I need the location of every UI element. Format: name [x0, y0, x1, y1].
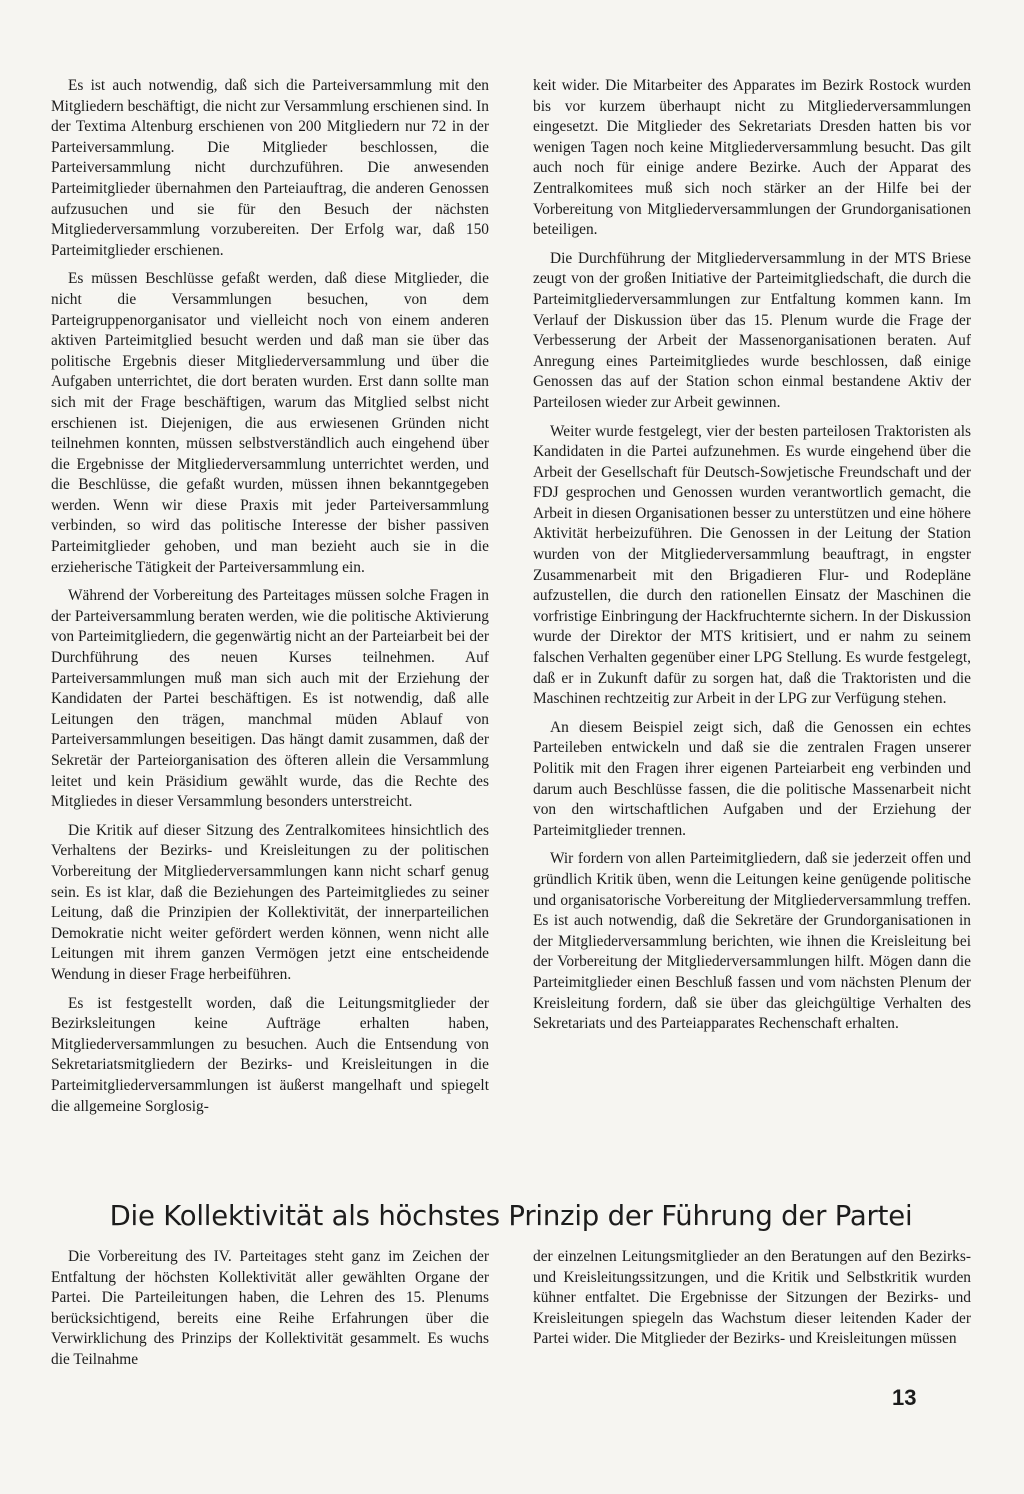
- paragraph-continuation-rostock: keit wider. Die Mitarbeiter des Apparates im Bezirk Rostock wurden bis vor kurzem überhaupt nicht zu Mitgliederversammlungen eingesetzt. Die Mitglieder des Sekretariats Dresden hatten bis vor wenigen Tagen noch keine Mitgliederversammlung besucht. Das gilt auch noch für einige andere Bezirke. Auch der Apparat des Zentralkomitees muß sich noch stärker an der Hilfe bei der Vorbereitung von Mitgliederversammlungen der Grundorganisationen beteiligen.: [533, 77, 971, 239]
- paragraph-kritik-zentralkomitee: Die Kritik auf dieser Sitzung des Zentralkomitees hinsichtlich des Verhaltens der Bezirks- und Kreisleitungen zu der politischen Vorbereitung der Mitgliederversammlungen kann nicht scharf genug sein. Es ist klar, daß die Beziehungen des Parteimitgliedes zu seiner Leitung, daß die Prinzipien der Kollektivität, der innerparteilichen Demokratie nicht weiter gefördert werden können, wenn nicht alle Leitungen mit ihrem ganzen Vermögen jetzt eine entscheidende Wendung in dieser Frage herbeiführen.: [51, 821, 489, 983]
- page-number: 13: [892, 1385, 917, 1410]
- paragraph-leitungsmitglieder-beratungen: der einzelnen Leitungsmitglieder an den Beratungen auf den Bezirks- und Kreisleitungssitzungen, und die Kritik und Selbstkritik wurden kühner entfaltet. Die Ergebnisse der Sitzungen der Bezirks- und Kreisleitungen spiegeln das Wachstum dieser leitenden Kader der Partei wider. Die Mitglieder der Bezirks- und Kreisleitungen müssen: [533, 1248, 971, 1348]
- lower-left-column: [51, 1247, 489, 1379]
- paragraph-vorbereitung-parteitag: Während der Vorbereitung des Parteitages müssen solche Fragen in der Parteiversammlung beraten werden, wie die politische Aktivierung von Parteimitgliedern, die gegenwärtig nicht an der Parteiarbeit bei der Durchführung des neuen Kurses teilnehmen. Auf Parteiversammlungen muß man sich auch mit der Erziehung der Kandidaten der Partei beschäftigen. Es ist notwendig, daß alle Leitungen den trägen, manchmal müden Ablauf von Parteiversammlungen beseitigen. Das hängt damit zusammen, daß der Sekretär der Parteiorganisation des öfteren allein die Versammlung leitet und kein Präsidium gewählt wurde, das die Rechte des Mitgliedes in dieser Versammlung besonders unterstreicht.: [51, 587, 489, 811]
- paragraph-textima-altenburg: Es ist auch notwendig, daß sich die Parteiversammlung mit den Mitgliedern beschäftigt, die nicht zur Versammlung erschienen sind. In der Textima Altenburg erschienen von 200 Mitgliedern nur 72 in der Parteiversammlung. Die Mitglieder beschlossen, die Parteiversammlung nicht durchzuführen. Die anwesenden Parteimitglieder übernahmen den Parteiauftrag, die anderen Genossen aufzusuchen und sie für den Besuch der nächsten Mitgliederversammlung vorzubereiten. Der Erfolg war, daß 150 Parteimitglieder erschienen.: [51, 77, 489, 259]
- paragraph-beschluesse: Es müssen Beschlüsse gefaßt werden, daß diese Mitglieder, die nicht die Versammlungen besuchen, von dem Parteigruppenorganisator und vielleicht noch von einem anderen aktiven Parteimitglied besucht werden und daß man sie über das politische Ergebnis dieser Mitgliederversammlung und über die Aufgaben unterrichtet, die dort beraten wurden. Erst dann sollte man sich mit der Frage beschäftigen, warum das Mitglied selbst nicht erschienen ist. Diejenigen, die aus erwiesenen Gründen nicht teilnehmen konnten, müssen selbstverständlich auch eingehend über die Ergebnisse der Mitgliederversammlung unterrichtet werden, und die Beschlüsse, die gefaßt wurden, müssen ihnen bekanntgegeben werden. Wenn wir diese Praxis mit jeder Parteiversammlung verbinden, so wird das politische Interesse der bisher passiven Parteimitglieder gehoben, und man bezieht auch sie in die erzieherische Tätigkeit der Parteiversammlung ein.: [51, 270, 489, 576]
- section-heading: Die Kollektivität als höchstes Prinzip der Führung der Partei: [109, 1200, 913, 1232]
- left-column: [51, 76, 489, 1125]
- paragraph-iv-parteitag: Die Vorbereitung des IV. Parteitages steht ganz im Zeichen der Entfaltung der höchsten Kollektivität aller gewählten Organe der Partei. Die Parteileitungen haben, die Lehren des 15. Plenums berücksichtigend, bereits eine Reihe Erfahrungen über die Verwirklichung des Prinzips der Kollektivität gesammelt. Es wuchs die Teilnahme: [51, 1248, 489, 1368]
- upper-text-columns: [51, 76, 971, 1125]
- lower-text-columns: [51, 1247, 971, 1379]
- right-column: [533, 76, 971, 1125]
- paragraph-beispiel: An diesem Beispiel zeigt sich, daß die Genossen ein echtes Parteileben entwickeln und daß sie die zentralen Fragen unserer Politik mit den Fragen ihrer eigenen Parteiarbeit eng verbinden und darum auch Beschlüsse fassen, die die politische Massenarbeit nicht von den wirtschaftlichen Aufgaben und der Erziehung der Parteimitglieder trennen.: [533, 718, 971, 839]
- lower-right-column: [533, 1247, 971, 1379]
- paragraph-mts-briese: Die Durchführung der Mitgliederversammlung in der MTS Briese zeugt von der großen Initiative der Parteimitgliedschaft, die durch die Parteimitgliederversammlungen zur Entfaltung kommen kann. Im Verlauf der Diskussion über das 15. Plenum wurde die Frage der Verbesserung der Arbeit der Massenorganisationen beraten. Auf Anregung eines Parteimitgliedes wurde beschlossen, daß einige Genossen das auf der Station schon einmal bestandene Aktiv der Parteilosen wieder zur Arbeit gewinnen.: [533, 249, 971, 411]
- paragraph-traktoristen: Weiter wurde festgelegt, vier der besten parteilosen Traktoristen als Kandidaten in die Partei aufzunehmen. Es wurde eingehend über die Arbeit der Gesellschaft für Deutsch-Sowjetische Freundschaft und der FDJ gesprochen und Genossen wurden verantwortlich gemacht, die Arbeit in diesen Organisationen besser zu unterstützen und eine höhere Aktivität herbeizuführen. Die Genossen in der Leitung der Station wurden von der Mitgliederversammlung beauftragt, in engster Zusammenarbeit mit den Brigadieren Flur- und Rodepläne aufzustellen, die durch den rationellen Einsatz der Maschinen die vorfristige Einbringung der Hackfruchternte sichern. In der Diskussion wurde der Direktor der MTS kritisiert, und er nahm zu seinem falschen Verhalten gegenüber einer LPG Stellung. Es wurde festgelegt, daß er in Zukunft dafür zu sorgen hat, daß die Traktoristen und die Maschinen rechtzeitig zur Arbeit in der LPG zur Verfügung stehen.: [533, 422, 971, 708]
- paragraph-forderung: Wir fordern von allen Parteimitgliedern, daß sie jederzeit offen und gründlich Kritik üben, wenn die Leitungen keine genügende politische und organisatorische Vorbereitung der Mitgliederversammlung treffen. Es ist auch notwendig, daß die Sekretäre der Grundorganisationen in der Mitgliederversammlung berichten, wie ihnen die Kreisleitung bei der Vorbereitung der Mitgliederversammlungen hilft. Mögen dann die Parteimitglieder einen Beschluß fassen und vom nächsten Plenum der Kreisleitung fordern, daß sie über das gleichgültige Verhalten des Sekretariats und des Parteiapparates Rechenschaft erhalten.: [533, 850, 971, 1033]
- paragraph-leitungsmitglieder: Es ist festgestellt worden, daß die Leitungsmitglieder der Bezirksleitungen keine Aufträge erhalten haben, Mitgliederversammlungen zu besuchen. Auch die Entsendung von Sekretariatsmitgliedern der Bezirks- und Kreisleitungen in die Parteimitgliederversammlungen ist äußerst mangelhaft und spiegelt die allgemeine Sorglosig-: [51, 994, 489, 1115]
